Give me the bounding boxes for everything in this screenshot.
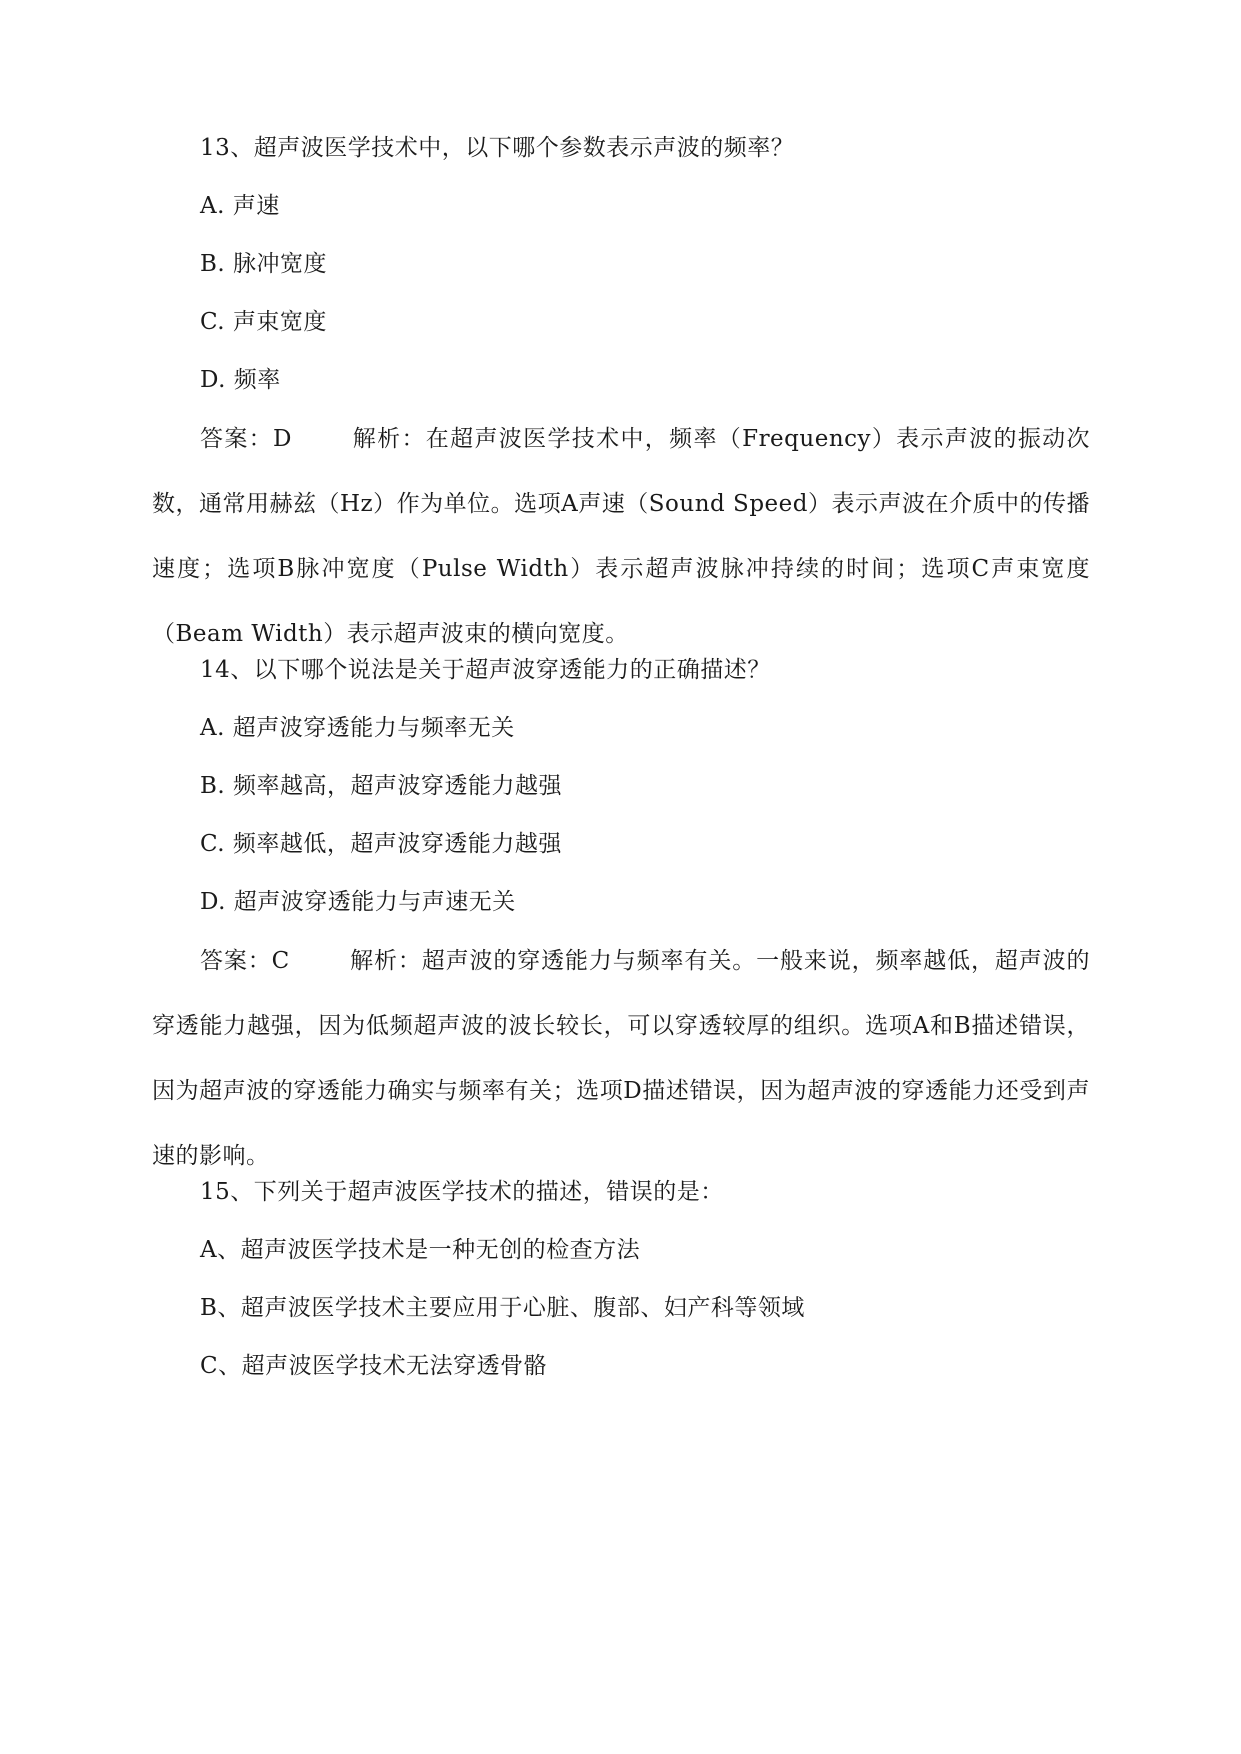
question-14-explanation: 解析：超声波的穿透能力与频率有关。一般来说，频率越低，超声波的穿透能力越强，因为低频超声波的波长较长，可以穿透较厚的组织。选项A和B描述错误，因为超声波的穿透能力确实与频率有关；选项D描述错误，因为超声波的穿透能力还受到声速的影响。 (152, 948, 1091, 1169)
question-13-answer-paragraph (152, 407, 1090, 667)
question-14-answer-paragraph (152, 929, 1090, 1189)
question-13-explanation: 解析：在超声波医学技术中，频率（Frequency）表示声波的振动次数，通常用赫兹（Hz）作为单位。选项A声速（Sound Speed）表示声波在介质中的传播速度；选项B脉冲宽度（Pulse Width）表示超声波脉冲持续的时间；选项C声束宽度（Beam Width）表示超声波束的横向宽度。 (152, 426, 1090, 647)
question-13-option-a: A. 声速 (200, 193, 280, 219)
question-14-stem: 14、以下哪个说法是关于超声波穿透能力的正确描述？ (200, 657, 771, 683)
question-14-option-d: D. 超声波穿透能力与声速无关 (200, 889, 516, 915)
question-14-option-a: A. 超声波穿透能力与频率无关 (200, 715, 515, 741)
question-14-option-b: B. 频率越高，超声波穿透能力越强 (200, 773, 563, 799)
question-13-answer: 答案：D (200, 426, 292, 452)
question-14-answer: 答案：C (200, 948, 290, 974)
question-13-stem: 13、超声波医学技术中，以下哪个参数表示声波的频率？ (200, 135, 795, 161)
question-15-option-a: A、超声波医学技术是一种无创的检查方法 (200, 1237, 641, 1263)
question-14-option-c: C. 频率越低，超声波穿透能力越强 (200, 831, 562, 857)
question-13-option-b: B. 脉冲宽度 (200, 251, 328, 277)
question-13-option-c: C. 声束宽度 (200, 309, 327, 335)
question-13-option-d: D. 频率 (200, 367, 281, 393)
question-15-stem: 15、下列关于超声波医学技术的描述，错误的是： (200, 1179, 724, 1205)
question-15-option-c: C、超声波医学技术无法穿透骨骼 (200, 1353, 548, 1379)
question-15-option-b: B、超声波医学技术主要应用于心脏、腹部、妇产科等领域 (200, 1295, 805, 1321)
